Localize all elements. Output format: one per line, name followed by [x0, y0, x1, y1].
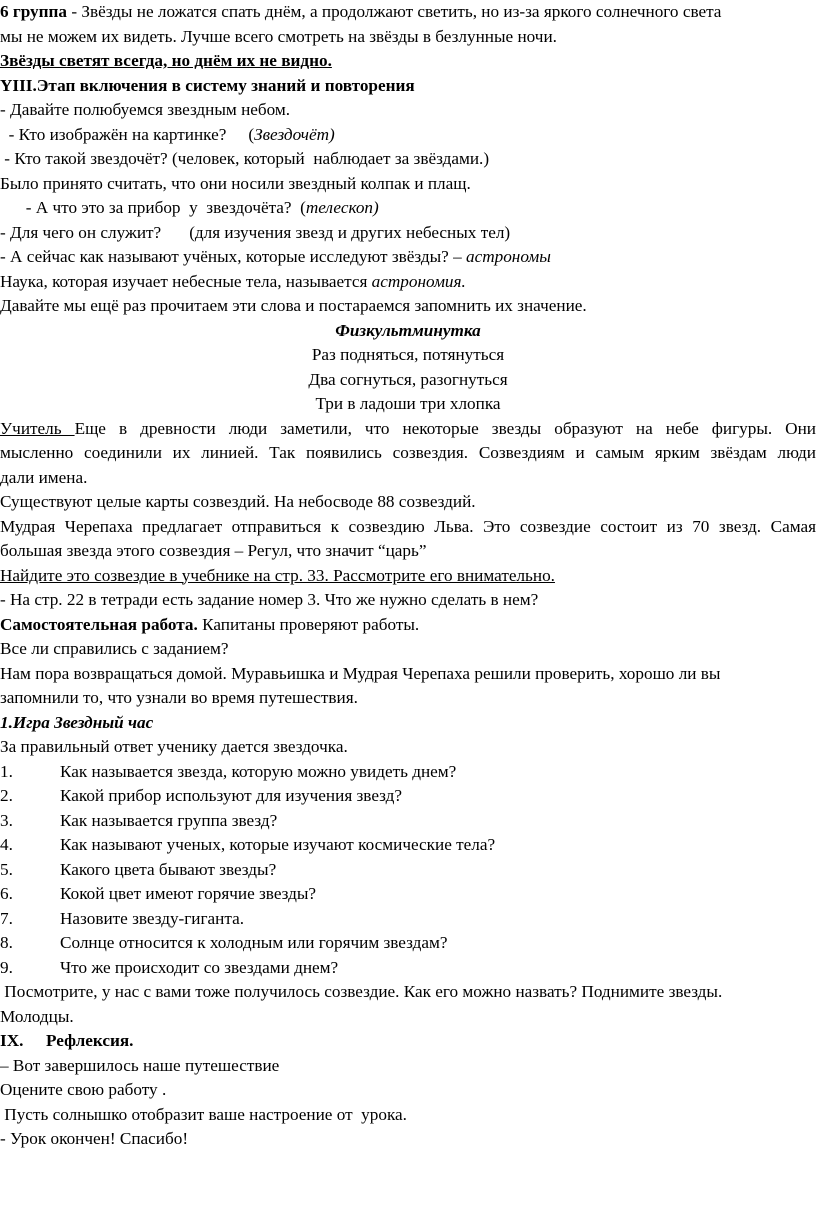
list-item: 6. Кокой цвет имеют горячие звезды?	[0, 882, 816, 907]
list-number: 5.	[0, 859, 13, 879]
list-item: 1. Как называется звезда, которую можно увидеть днем?	[0, 760, 816, 785]
instruction-line: Найдите это созвездие в учебнике на стр. 33. Рассмотрите его внимательно.	[0, 565, 555, 585]
text-line: Мудрая Черепаха предлагает отправиться к созвездию Льва. Это созвездие состоит из 70 звезд. Самая	[0, 516, 816, 536]
game-title: 1.Игра Звездный час	[0, 712, 154, 732]
list-item: 7. Назовите звезду-гиганта.	[0, 907, 816, 932]
question-line: - Кто такой звездочёт? (человек, который наблюдает за звёздами.)	[0, 149, 490, 168]
question-line: - А сейчас как называют учёных, которые исследуют звёзды? – астрономы	[0, 247, 551, 266]
text-line: Самостоятельная работа. Капитаны проверяют работы.	[0, 614, 420, 634]
text-line: 6 группа - Звёзды не ложатся спать днём, а продолжают светить, но из-за яркого солнечного света	[0, 2, 722, 21]
list-item: 5. Какого цвета бывают звезды?	[0, 858, 816, 883]
text-line: дали имена.	[0, 467, 88, 487]
list-number: 3.	[0, 810, 13, 830]
list-number: 6.	[0, 884, 13, 903]
section-heading: YIII.Этап включения в систему знаний и повторения	[0, 75, 415, 95]
subsection-title: Физкультминутка	[335, 320, 481, 340]
text-line: Молодцы.	[0, 1006, 74, 1026]
text-line: - Урок окончен! Спасибо!	[0, 1129, 189, 1148]
text-line: - Давайте полюбуемся звездным небом.	[0, 100, 291, 119]
text-line: Наука, которая изучает небесные тела, называется астрономия.	[0, 271, 466, 291]
answer-text: астрономы	[465, 247, 551, 266]
list-number: 1.	[0, 761, 13, 781]
poem-line: Три в ладоши три хлопка	[315, 394, 501, 413]
text-line: – Вот завершилось наше путешествие	[0, 1055, 280, 1075]
list-number: 4.	[0, 835, 13, 854]
list-number: 9.	[0, 957, 13, 977]
text-line: Пусть солнышко отобразит ваше настроение от урока.	[0, 1104, 407, 1124]
poem-line: Раз подняться, потянуться	[311, 345, 505, 364]
question-line: - А что это за прибор у звездочёта? (телескоп)	[0, 198, 379, 217]
text-line: - На стр. 22 в тетради есть задание номер 3. Что же нужно сделать в нем?	[0, 590, 539, 609]
text-line: большая звезда этого созвездия – Регул, что значит “царь”	[0, 541, 427, 560]
text-line: Нам пора возвращаться домой. Муравьишка и Мудрая Черепаха решили проверить, хорошо ли вы	[0, 663, 721, 683]
text-line: Посмотрите, у нас с вами тоже получилось созвездие. Как его можно назвать? Поднимите звезды.	[0, 982, 723, 1001]
text-line: Все ли справились с заданием?	[0, 639, 229, 658]
section-heading: IX. Рефлексия.	[0, 1031, 134, 1050]
text-line: мысленно соединили их линией. Так появились созвездия. Созвездиям и самым ярким звёздам люди	[0, 443, 816, 462]
answer-text: астрономия.	[371, 271, 466, 291]
list-item: 9. Что же происходит со звездами днем?	[0, 956, 816, 981]
text-line: Существуют целые карты созвездий. На небосводе 88 созвездий.	[0, 492, 476, 511]
answer-text: Звездочёт)	[254, 124, 335, 144]
text-line: Давайте мы ещё раз прочитаем эти слова и постараемся запомнить их значение.	[0, 296, 587, 315]
speaker-label: Учитель	[0, 418, 75, 438]
list-number: 2.	[0, 786, 13, 805]
answer-text: телескоп)	[305, 198, 379, 217]
highlight-statement: Звёзды светят всегда, но днём их не видно.	[0, 51, 332, 70]
question-list	[0, 760, 816, 981]
group-label: 6 группа	[0, 2, 68, 21]
activity-label: Самостоятельная работа.	[0, 614, 198, 634]
text-line: запомнили то, что узнали во время путешествия.	[0, 688, 358, 707]
text-line: Учитель Еще в древности люди заметили, что некоторые звезды образуют на небе фигуры. Они	[0, 418, 816, 438]
question-line: - Для чего он служит? (для изучения звезд и других небесных тел)	[0, 222, 511, 242]
list-item: 4. Как называют ученых, которые изучают космические тела?	[0, 833, 816, 858]
text-line: За правильный ответ ученику дается звездочка.	[0, 737, 348, 756]
question-line: - Кто изображён на картинке? (Звездочёт)	[0, 124, 335, 144]
poem-line: Два согнуться, разогнуться	[308, 369, 508, 389]
list-number: 8.	[0, 933, 13, 952]
list-item: 8. Солнце относится к холодным или горячим звездам?	[0, 931, 816, 956]
list-item: 2. Какой прибор используют для изучения звезд?	[0, 784, 816, 809]
list-item: 3. Как называется группа звезд?	[0, 809, 816, 834]
text-line: Было принято считать, что они носили звездный колпак и плащ.	[0, 173, 471, 193]
text-line: Оцените свою работу .	[0, 1080, 167, 1099]
list-number: 7.	[0, 908, 13, 928]
text-line: мы не можем их видеть. Лучше всего смотреть на звёзды в безлунные ночи.	[0, 26, 557, 46]
